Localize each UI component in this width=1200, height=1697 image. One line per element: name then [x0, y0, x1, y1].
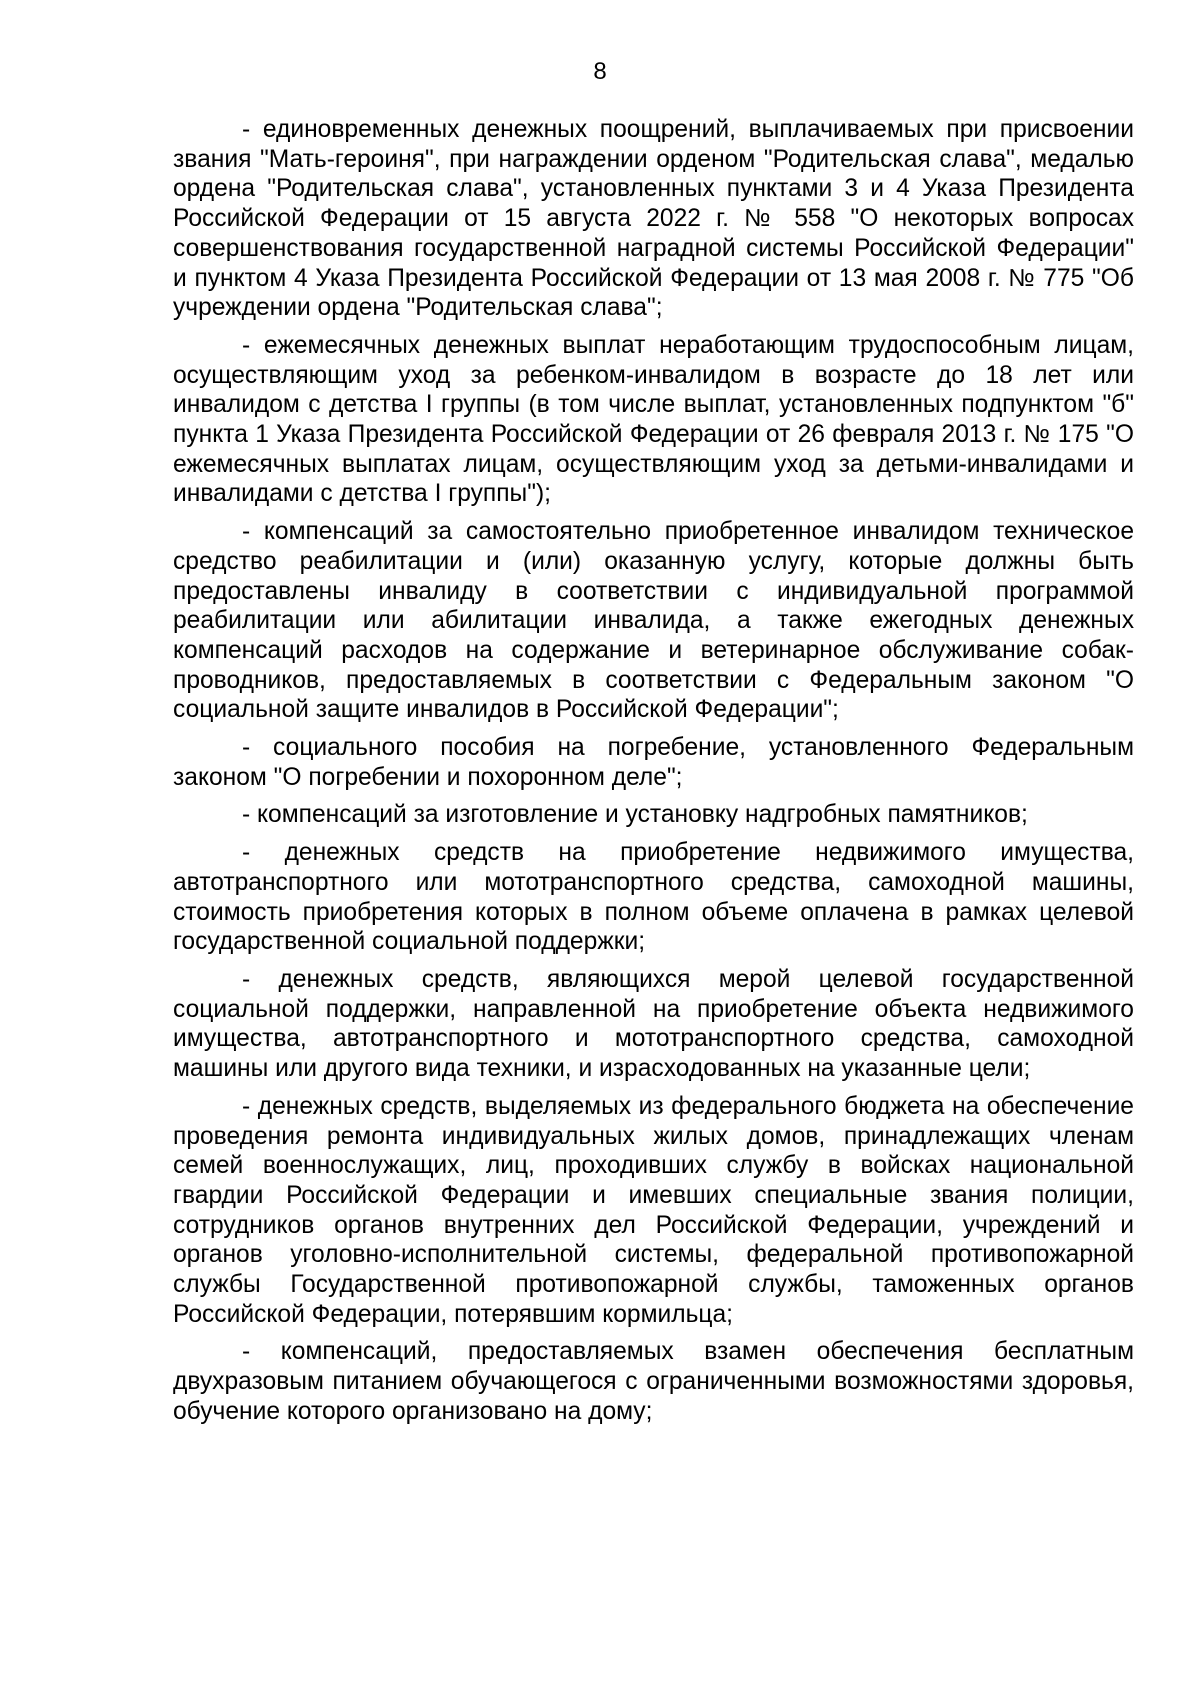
document-body	[173, 115, 1134, 1435]
list-item-paragraph: - денежных средств, являющихся мерой целевой государственной социальной поддержки, направленной на приобретение объекта недвижимого имущества, автотранспортного и мототранспортного средства, самоходной машины или другого вида техники, и израсходованных на указанные цели;	[173, 965, 1134, 1083]
list-item-paragraph: - денежных средств, выделяемых из федерального бюджета на обеспечение проведения ремонта индивидуальных жилых домов, принадлежащих членам семей военнослужащих, лиц, проходивших службу в войсках национальной гвардии Российской Федерации и имевших специальные звания полиции, сотрудников органов внутренних дел Российской Федерации, учреждений и органов уголовно-исполнительной системы, федеральной противопожарной службы Государственной противопожарной службы, таможенных органов Российской Федерации, потерявшим кормильца;	[173, 1092, 1134, 1328]
list-item-paragraph: - компенсаций за самостоятельно приобретенное инвалидом техническое средство реабилитации и (или) оказанную услугу, которые должны быть предоставлены инвалиду в соответствии с индивидуальной программой реабилитации или абилитации инвалида, а также ежегодных денежных компенсаций расходов на содержание и ветеринарное обслуживание собак-проводников, предоставляемых в соответствии с Федеральным законом "О социальной защите инвалидов в Российской Федерации";	[173, 518, 1134, 724]
list-item-paragraph: - единовременных денежных поощрений, выплачиваемых при присвоении звания "Мать-героиня", при награждении орденом "Родительская слава", медалью ордена "Родительская слава", установленных пунктами 3 и 4 Указа Президента Российской Федерации от 15 августа 2022 г. № 558 "О некоторых вопросах совершенствования государственной наградной системы Российской Федерации" и пунктом 4 Указа Президента Российской Федерации от 13 мая 2008 г. № 775 "Об учреждении ордена "Родительская слава";	[173, 116, 1134, 322]
list-item-paragraph: - компенсаций за изготовление и установку надгробных памятников;	[242, 801, 1028, 829]
list-item-paragraph: - социального пособия на погребение, установленного Федеральным законом "О погребении и похоронном деле";	[173, 734, 1134, 791]
list-item-paragraph: - ежемесячных денежных выплат неработающим трудоспособным лицам, осуществляющим уход за ребенком-инвалидом в возрасте до 18 лет или инвалидом с детства I группы (в том числе выплат, установленных подпунктом "б" пункта 1 Указа Президента Российской Федерации от 26 февраля 2013 г. № 175 "О ежемесячных выплатах лицам, осуществляющим уход за детьми-инвалидами и инвалидами с детства I группы");	[173, 331, 1134, 508]
page-number: 8	[593, 58, 607, 85]
list-item-paragraph: - компенсаций, предоставляемых взамен обеспечения бесплатным двухразовым питанием обучающегося с ограниченными возможностями здоровья, обучение которого организовано на дому;	[173, 1338, 1134, 1425]
list-item-paragraph: - денежных средств на приобретение недвижимого имущества, автотранспортного или мототранспортного средства, самоходной машины, стоимость приобретения которых в полном объеме оплачена в рамках целевой государственной социальной поддержки;	[173, 839, 1134, 956]
